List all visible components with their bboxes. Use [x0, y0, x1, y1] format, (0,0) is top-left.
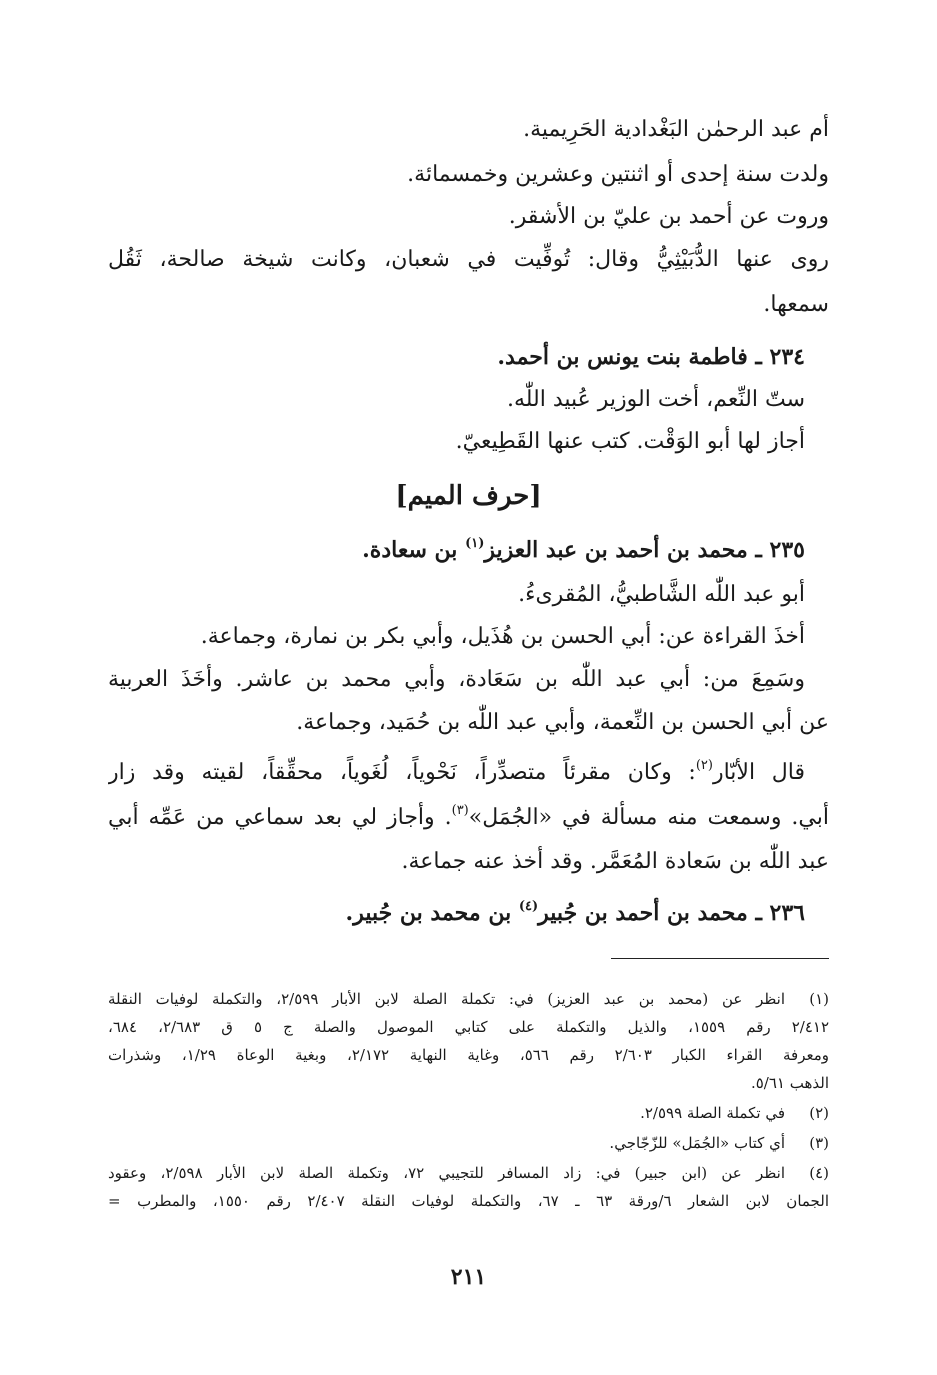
- text-line: ولدت سنة إحدى أو اثنتين وعشرين وخمسمائة.: [407, 162, 829, 187]
- footnote-ref: (١): [465, 535, 485, 551]
- text-line: أم عبد الرحمٰن البَغْدادية الحَرِيمية.: [523, 117, 829, 142]
- footnote-number: (٣): [809, 1134, 829, 1152]
- footnote-text: الجمان لابن الشعار ٦/ورقة ٦٣ ـ ٦٧، والتكملة لوفيات النقلة ٢/٤٠٧ رقم ١٥٥٠، والمطرب =: [108, 1192, 829, 1210]
- text-line: روى عنها الدُّبَيْثِيُّ وقال: تُوفِّيت في شعبان، وكانت شيخة صالحة، ثَقُل: [108, 247, 829, 272]
- text-line: أجاز لها أبو الوَقْت. كتب عنها القَطِيعيّ.: [455, 429, 805, 454]
- text-line: عبد اللّٰه بن سَعادة المُعَمَّر. وقد أخذ عنه جماعة.: [401, 849, 829, 874]
- footnote-text: ٢/٤١٢ رقم ١٥٥٩، والذيل والتكملة على كتابي الموصول والصلة ج ٥ ق ٢/٦٨٣، ٦٨٤،: [108, 1018, 829, 1036]
- footnote-text: أي كتاب «الجُمَل» للزّجّاجي.: [609, 1134, 785, 1152]
- entry-236-title: ٢٣٦ ـ محمد بن أحمد بن جُبير$^{(٤)}$ بن محمد بن جُبير.: [345, 898, 805, 926]
- footnote-ref: (٢): [695, 757, 713, 773]
- footnote-separator: [611, 958, 829, 959]
- footnote-number: (٤): [809, 1164, 829, 1182]
- text-line: أخذَ القراءة عن: أبي الحسن بن هُذَيل، وأبي بكر بن نمارة، وجماعة.: [200, 624, 805, 649]
- text-line: وروت عن أحمد بن عليّ بن الأشقر.: [508, 204, 829, 229]
- footnote-text: انظر عن (ابن جبير) في: زاد المسافر للتجيبي ٧٢، وتكملة الصلة لابن الأبار ٢/٥٩٨، وعقود: [108, 1164, 785, 1182]
- section-heading: [حرف الميم]: [395, 481, 542, 511]
- footnote-ref: (٤): [518, 898, 539, 914]
- page-number: ٢١١: [450, 1264, 487, 1290]
- text-line: سمعها.: [763, 292, 829, 317]
- footnote-text: في تكملة الصلة ٢/٥٩٩.: [640, 1104, 785, 1122]
- footnote-text: ومعرفة القراء الكبار ٢/٦٠٣ رقم ٥٦٦، وغاية النهاية ٢/١٧٢، وبغية الوعاة ١/٢٩، وشذرات: [108, 1046, 829, 1064]
- footnote-number: (٢): [809, 1104, 829, 1122]
- footnote-ref: (٣): [451, 802, 469, 818]
- text-line: عن أبي الحسن بن النِّعمة، وأبي عبد اللّٰه بن حُمَيد، وجماعة.: [296, 710, 829, 735]
- text-line: أبو عبد اللّٰه الشَّاطبيُّ، المُقرىءُ.: [518, 582, 805, 607]
- footnote-text: انظر عن (محمد بن عبد العزيز) في: تكملة الصلة لابن الأبار ٢/٥٩٩، والتكملة لوفيات النقلة: [108, 990, 785, 1008]
- entry-234-title: ٢٣٤ ـ فاطمة بنت يونس بن أحمد.: [497, 344, 805, 370]
- text-line: وسَمِعَ من: أبي عبد اللّٰه بن سَعَادة، وأبي محمد بن عاشر. وأخَذَ العربية: [108, 667, 805, 692]
- text-line: ستّ النِّعم، أخت الوزير عُبيد اللّٰه.: [506, 387, 805, 412]
- footnote-number: (١): [809, 990, 829, 1008]
- footnote-text: الذهب ٥/٦١.: [750, 1074, 829, 1092]
- entry-235-title: ٢٣٥ ـ محمد بن أحمد بن عبد العزيز$^{(١)}$ بن سعادة.: [362, 535, 805, 563]
- text-line: أبي. وسمعت منه مسألة في «الجُمَل»$^{(٣)}$. وأجاز لي بعد سماعي من عَمِّه أبي: [108, 802, 829, 830]
- text-line: قال الأبّار$^{(٢)}$: وكان مقرئاً متصدِّراً، نَحْوياً، لُغَوياً، محقِّقاً، لقيته وقد زار: [108, 757, 805, 785]
